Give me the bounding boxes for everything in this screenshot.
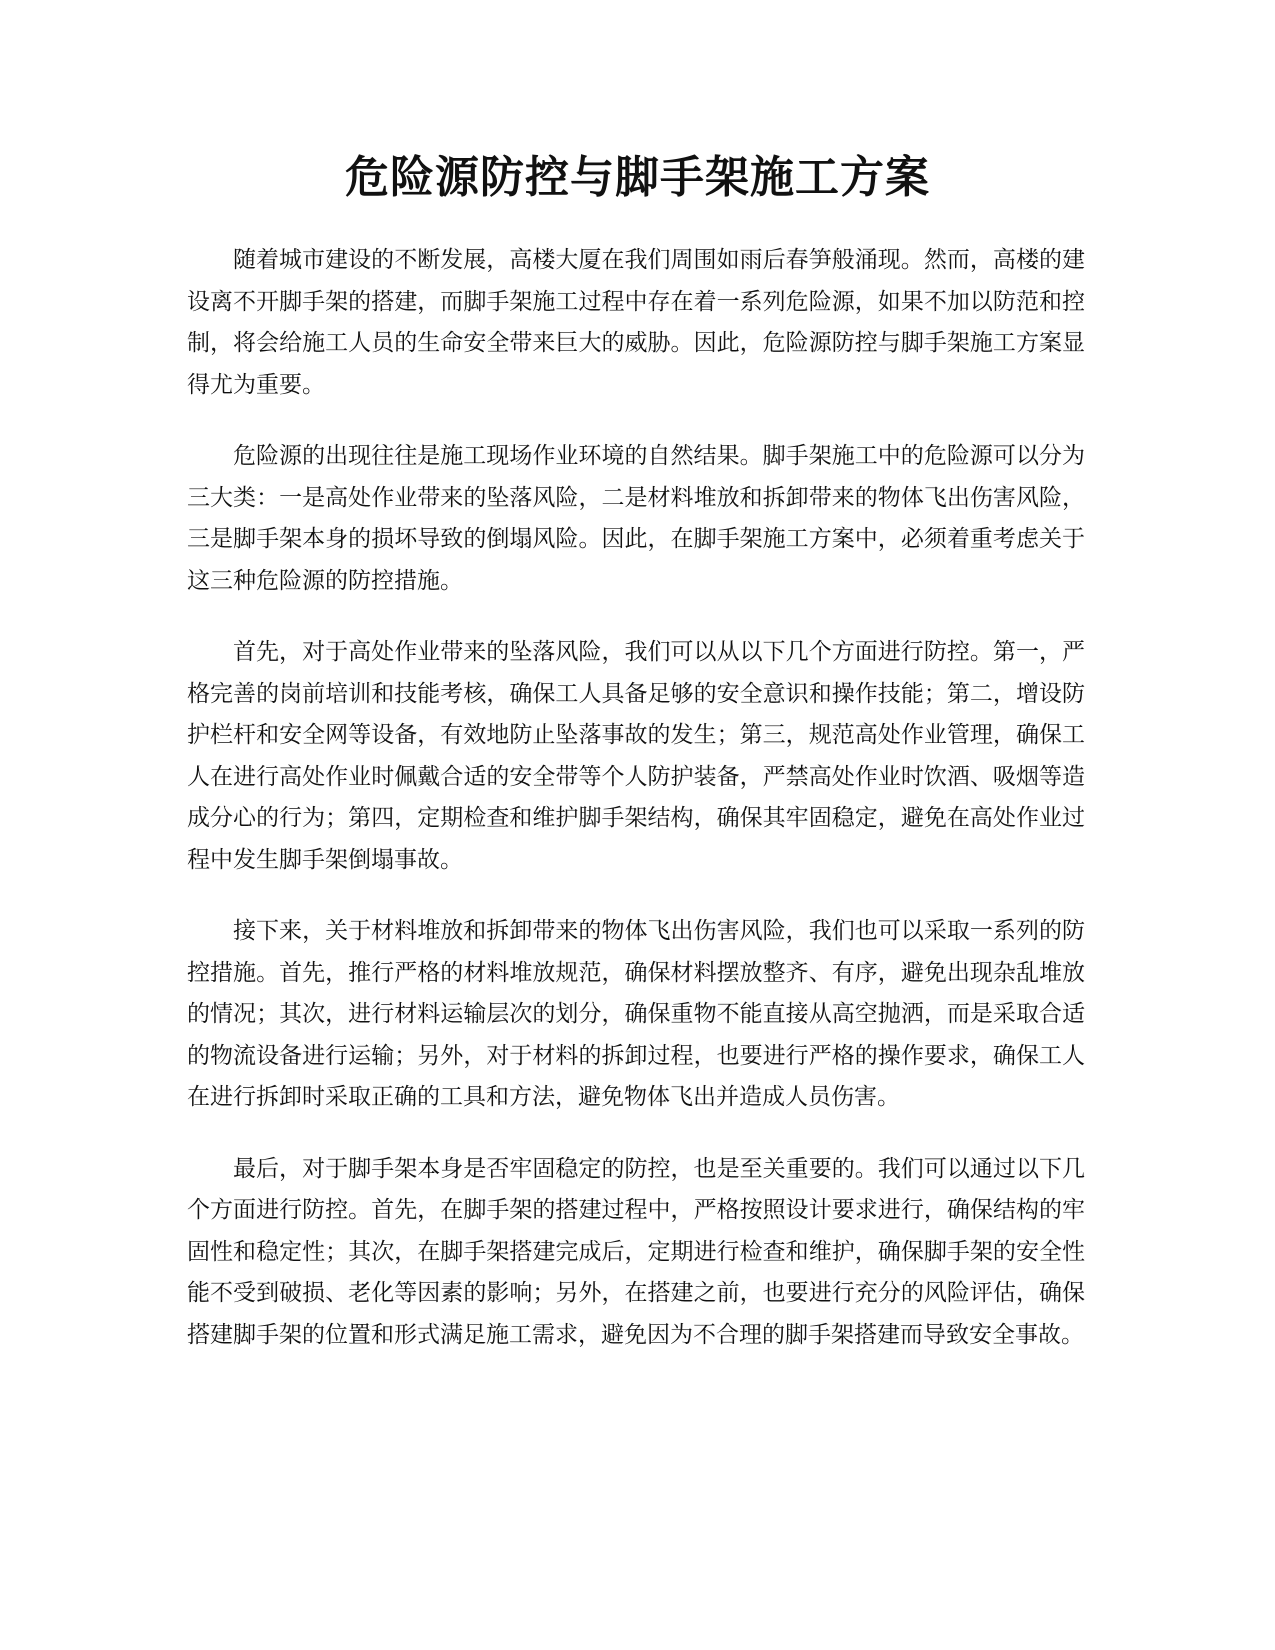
document-title: 危险源防控与脚手架施工方案 [345,152,930,203]
paragraph-intro: 随着城市建设的不断发展，高楼大厦在我们周围如雨后春笋般涌现。然而，高楼的建设离不开脚手架的搭建，而脚手架施工过程中存在着一系列危险源，如果不加以防范和控制，将会给施工人员的生命安全带来巨大的威胁。因此，危险源防控与脚手架施工方案显得尤为重要。 [187,247,1085,398]
paragraph-fall-prevention: 首先，对于高处作业带来的坠落风险，我们可以从以下几个方面进行防控。第一，严格完善的岗前培训和技能考核，确保工人具备足够的安全意识和操作技能；第二，增设防护栏杆和安全网等设备，有效地防止坠落事故的发生；第三，规范高处作业管理，确保工人在进行高处作业时佩戴合适的安全带等个人防护装备，严禁高处作业时饮酒、吸烟等造成分心的行为；第四，定期检查和维护脚手架结构，确保其牢固稳定，避免在高处作业过程中发生脚手架倒塌事故。 [187,639,1085,873]
document-body [187,240,1085,1386]
paragraph-hazard-categories: 危险源的出现往往是施工现场作业环境的自然结果。脚手架施工中的危险源可以分为三大类：一是高处作业带来的坠落风险，二是材料堆放和拆卸带来的物体飞出伤害风险，三是脚手架本身的损坏导致的倒塌风险。因此，在脚手架施工方案中，必须着重考虑关于这三种危险源的防控措施。 [187,443,1085,594]
paragraph-material-handling: 接下来，关于材料堆放和拆卸带来的物体飞出伤害风险，我们也可以采取一系列的防控措施。首先，推行严格的材料堆放规范，确保材料摆放整齐、有序，避免出现杂乱堆放的情况；其次，进行材料运输层次的划分，确保重物不能直接从高空抛洒，而是采取合适的物流设备进行运输；另外，对于材料的拆卸过程，也要进行严格的操作要求，确保工人在进行拆卸时采取正确的工具和方法，避免物体飞出并造成人员伤害。 [187,918,1085,1110]
paragraph-scaffold-stability: 最后，对于脚手架本身是否牢固稳定的防控，也是至关重要的。我们可以通过以下几个方面进行防控。首先，在脚手架的搭建过程中，严格按照设计要求进行，确保结构的牢固性和稳定性；其次，在脚手架搭建完成后，定期进行检查和维护，确保脚手架的安全性能不受到破损、老化等因素的影响；另外，在搭建之前，也要进行充分的风险评估，确保搭建脚手架的位置和形式满足施工需求，避免因为不合理的脚手架搭建而导致安全事故。 [187,1155,1085,1348]
